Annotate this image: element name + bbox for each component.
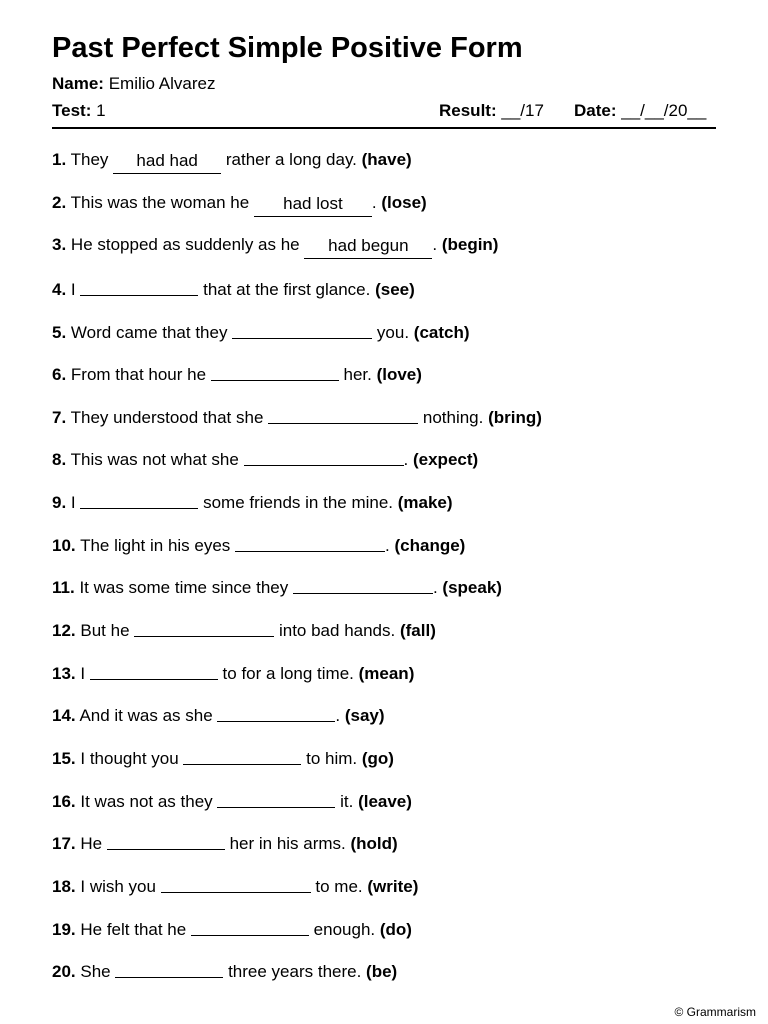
question-number: 14.: [52, 706, 76, 726]
question-text-after: enough.: [308, 919, 380, 939]
question-text-before: This was not what she: [70, 450, 244, 470]
base-verb-hint: (begin): [441, 235, 499, 255]
question-number: 18.: [52, 876, 76, 896]
question-row: [52, 658, 716, 701]
question-text-before: This was the woman he: [70, 192, 254, 212]
question-text-after: to for a long time.: [217, 663, 359, 683]
question-row: [52, 956, 716, 999]
question-number: 20.: [52, 962, 76, 982]
question-text-after: to him.: [301, 748, 362, 768]
question-row: [52, 487, 716, 530]
base-verb-hint: (speak): [442, 578, 502, 598]
answer-blank[interactable]: [161, 872, 311, 893]
question-row: [52, 359, 716, 402]
question-row: [52, 572, 716, 615]
question-text-before: Word came that they: [70, 322, 233, 342]
base-verb-hint: (be): [366, 962, 398, 982]
header-divider: [52, 127, 716, 129]
question-number: 16.: [52, 791, 76, 811]
question-text-before: I wish you: [80, 876, 161, 896]
date-info: [574, 101, 706, 121]
question-text-after: three years there.: [223, 962, 367, 982]
question-number: 13.: [52, 663, 76, 683]
question-row: [52, 743, 716, 786]
answer-blank[interactable]: had had: [113, 153, 221, 174]
question-row: [52, 189, 716, 232]
question-text-after: rather a long day.: [221, 150, 362, 169]
question-number: 7.: [52, 407, 67, 427]
question-number: 4.: [52, 279, 67, 299]
question-text-before: I: [70, 279, 81, 299]
question-text-after: nothing.: [418, 407, 489, 427]
base-verb-hint: (make): [397, 493, 453, 513]
question-text-before: I: [80, 663, 90, 683]
base-verb-hint: (do): [379, 919, 412, 939]
base-verb-hint: (see): [375, 279, 415, 299]
answer-blank[interactable]: [80, 488, 198, 509]
meta-line: [52, 101, 716, 123]
question-text-after: to me.: [310, 876, 368, 896]
base-verb-hint: (expect): [412, 450, 479, 470]
question-text-after: .: [403, 450, 413, 470]
base-verb-hint: (have): [361, 150, 412, 169]
test-value: 1: [96, 101, 106, 120]
question-text-before: He felt that he: [80, 919, 191, 939]
answer-blank[interactable]: had begun: [304, 238, 432, 259]
question-text-before: They understood that she: [70, 407, 269, 427]
answer-blank[interactable]: [115, 957, 223, 978]
question-number: 8.: [52, 450, 67, 470]
question-row: [52, 700, 716, 743]
question-number: 5.: [52, 322, 67, 342]
question-text-before: They: [70, 150, 114, 169]
answer-blank[interactable]: [268, 403, 418, 424]
answer-blank[interactable]: [211, 360, 339, 381]
question-row: [52, 871, 716, 914]
question-list: [52, 146, 716, 999]
question-number: 3.: [52, 235, 67, 255]
question-text-after: her.: [338, 365, 377, 385]
question-text-before: She: [80, 962, 116, 982]
result-info: [439, 101, 544, 121]
base-verb-hint: (lose): [381, 192, 427, 212]
base-verb-hint: (go): [361, 748, 394, 768]
answer-blank[interactable]: [191, 915, 309, 936]
base-verb-hint: (mean): [358, 663, 415, 683]
question-number: 15.: [52, 748, 76, 768]
question-text-after: it.: [335, 791, 359, 811]
question-text-after: .: [432, 235, 442, 255]
name-value: Emilio Alvarez: [108, 74, 216, 93]
question-text-after: .: [385, 535, 395, 555]
question-text-after: .: [335, 706, 345, 726]
base-verb-hint: (leave): [358, 791, 412, 811]
answer-blank[interactable]: [217, 701, 335, 722]
base-verb-hint: (write): [367, 876, 419, 896]
base-verb-hint: (bring): [488, 407, 542, 427]
question-text-before: It was not as they: [80, 791, 218, 811]
name-line: [52, 74, 215, 94]
answer-blank[interactable]: [235, 531, 385, 552]
question-row: [52, 274, 716, 317]
question-number: 6.: [52, 365, 67, 385]
answer-blank[interactable]: [232, 318, 372, 339]
question-text-before: The light in his eyes: [80, 535, 236, 555]
question-row: [52, 146, 716, 189]
question-number: 11.: [52, 578, 75, 598]
test-info: [52, 101, 106, 121]
question-row: [52, 914, 716, 957]
result-label: Result:: [439, 101, 497, 120]
test-label: Test:: [52, 101, 92, 120]
worksheet-title: Past Perfect Simple Positive Form: [52, 32, 523, 64]
answer-blank[interactable]: [244, 445, 404, 466]
question-row: [52, 615, 716, 658]
question-number: 19.: [52, 919, 76, 939]
question-row: [52, 530, 716, 573]
question-text-before: But he: [80, 621, 135, 641]
base-verb-hint: (say): [344, 706, 385, 726]
question-text-after: .: [432, 578, 443, 598]
question-text-after: some friends in the mine.: [198, 493, 398, 513]
answer-blank[interactable]: [90, 659, 218, 680]
question-number: 17.: [52, 834, 76, 854]
date-value: __/__/20__: [621, 101, 707, 120]
question-row: [52, 317, 716, 360]
date-label: Date:: [574, 101, 617, 120]
base-verb-hint: (change): [394, 535, 466, 555]
question-row: [52, 828, 716, 871]
question-row: [52, 786, 716, 829]
base-verb-hint: (catch): [413, 322, 470, 342]
copyright-notice: © Grammarism: [674, 1005, 756, 1019]
question-text-before: It was some time since they: [79, 578, 293, 598]
answer-blank[interactable]: [134, 616, 274, 637]
question-text-after: into bad hands.: [274, 621, 400, 641]
question-text-before: He stopped as suddenly as he: [70, 235, 305, 255]
question-row: [52, 231, 716, 274]
question-text-before: I: [70, 493, 81, 513]
question-text-after: her in his arms.: [224, 834, 351, 854]
base-verb-hint: (fall): [399, 621, 436, 641]
question-number: 1.: [52, 150, 67, 169]
answer-blank[interactable]: had lost: [254, 196, 372, 217]
question-text-after: you.: [372, 322, 414, 342]
question-number: 10.: [52, 535, 76, 555]
base-verb-hint: (love): [376, 365, 422, 385]
answer-blank[interactable]: [107, 829, 225, 850]
question-text-before: He: [80, 834, 107, 854]
answer-blank[interactable]: [293, 573, 433, 594]
result-value: __/17: [501, 101, 544, 120]
question-row: [52, 444, 716, 487]
question-number: 2.: [52, 192, 67, 212]
answer-blank[interactable]: [183, 744, 301, 765]
question-row: [52, 402, 716, 445]
question-text-before: From that hour he: [70, 365, 211, 385]
question-number: 12.: [52, 621, 76, 641]
question-text-before: And it was as she: [79, 706, 218, 726]
question-text-after: that at the first glance.: [198, 279, 376, 299]
question-number: 9.: [52, 493, 67, 513]
base-verb-hint: (hold): [350, 834, 398, 854]
name-label: Name:: [52, 74, 104, 93]
question-text-before: I thought you: [80, 748, 184, 768]
answer-blank[interactable]: [217, 787, 335, 808]
question-text-after: .: [371, 192, 382, 212]
answer-blank[interactable]: [80, 275, 198, 296]
